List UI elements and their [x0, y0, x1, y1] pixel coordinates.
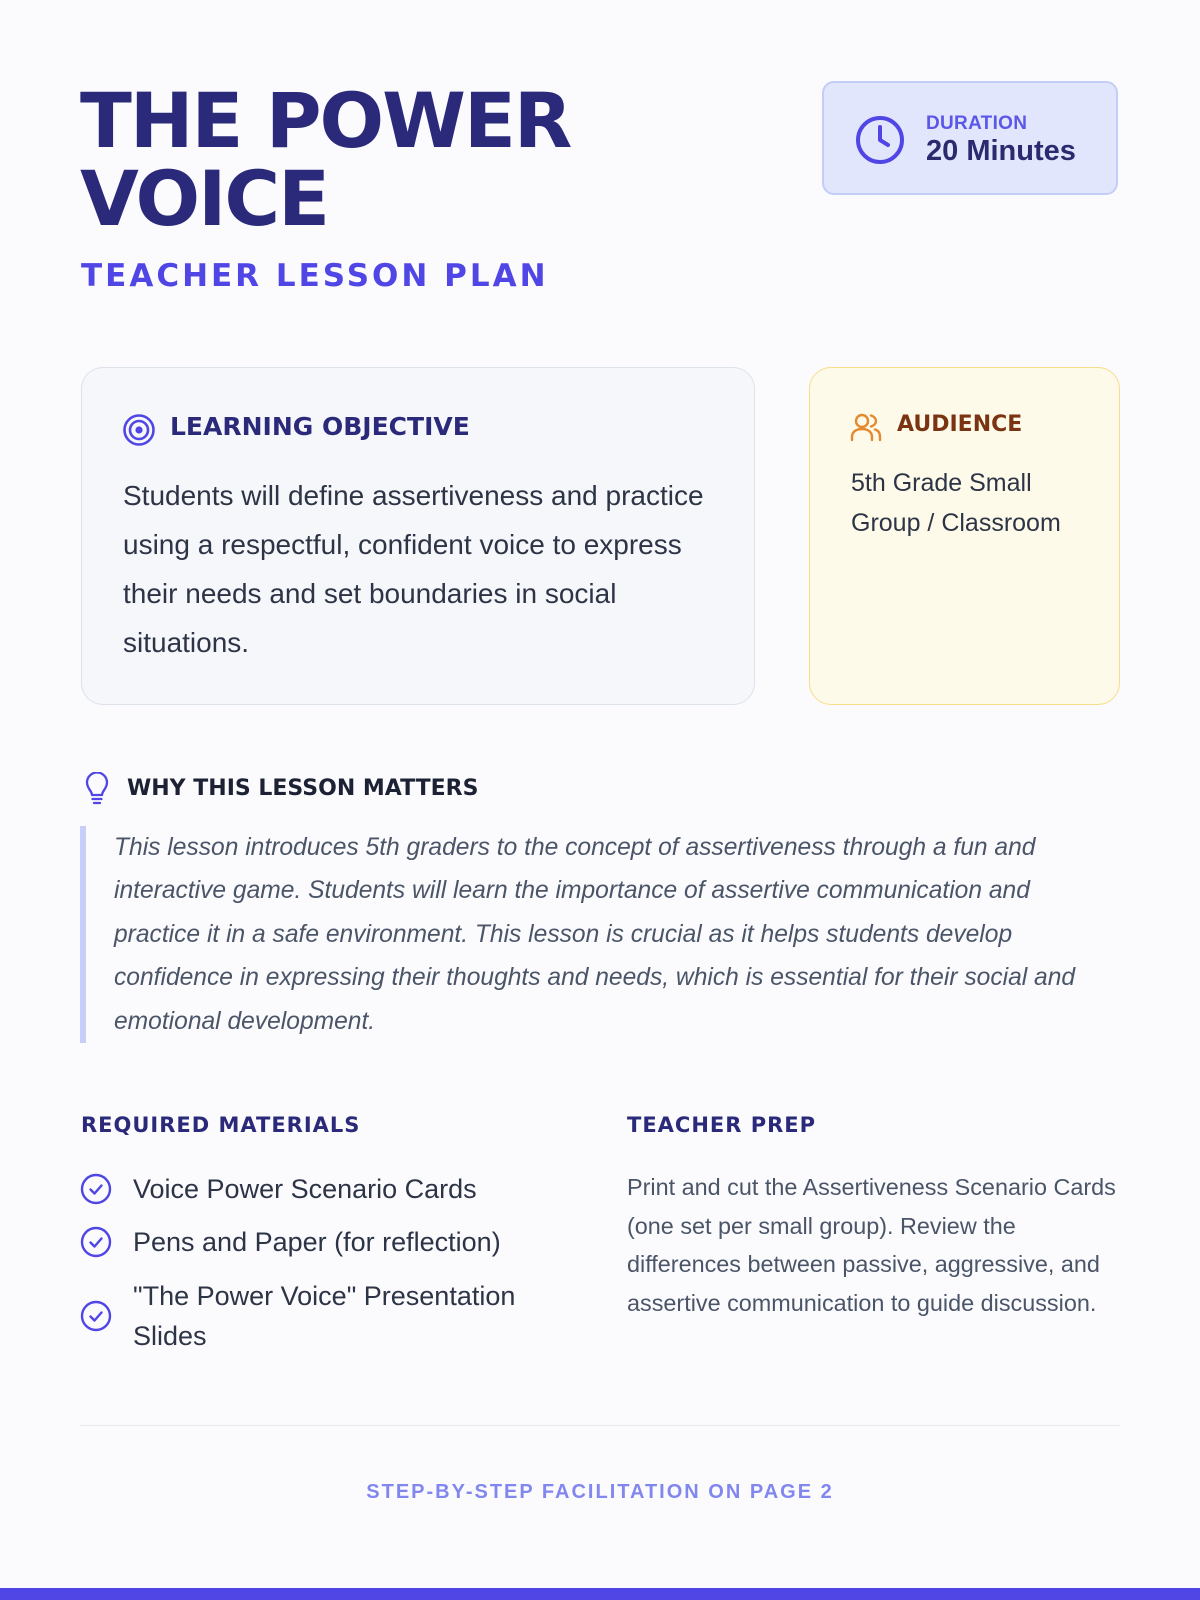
teacher-prep-heading: TEACHER PREP — [627, 1113, 817, 1137]
check-circle-icon — [80, 1300, 112, 1332]
audience-heading: AUDIENCE — [897, 412, 1023, 437]
title-line-1: THE POWER — [80, 76, 571, 165]
material-label: "The Power Voice" Presentation Slides — [133, 1281, 516, 1351]
title-line-2: VOICE — [80, 154, 329, 243]
audience-text: 5th Grade Small Group / Classroom — [851, 469, 1061, 537]
materials-heading: REQUIRED MATERIALS — [81, 1113, 361, 1137]
check-circle-icon — [80, 1226, 112, 1258]
quote-accent-bar — [80, 826, 86, 1043]
objective-text: Students will define assertiveness and practice using a respectful, confident voice to express their needs and set boundaries in social situations. — [123, 480, 704, 658]
clock-icon — [854, 114, 906, 166]
duration-badge — [822, 81, 1118, 195]
footer-note: STEP-BY-STEP FACILITATION ON PAGE 2 — [366, 1481, 834, 1503]
users-icon — [850, 411, 882, 443]
learning-objective-card — [81, 367, 755, 705]
check-circle-icon — [80, 1173, 112, 1205]
materials-list-item — [80, 1222, 501, 1262]
objective-heading: LEARNING OBJECTIVE — [170, 412, 470, 441]
page-subtitle: TEACHER LESSON PLAN — [81, 258, 549, 294]
lightbulb-icon — [84, 772, 110, 806]
teacher-prep-text: Print and cut the Assertiveness Scenario Cards (one set per small group). Review the differences between passive, aggressive, and assertive communication to guide discussion. — [627, 1174, 1116, 1316]
target-icon — [122, 413, 156, 447]
duration-value: 20 Minutes — [926, 135, 1076, 167]
material-label: Pens and Paper (for reflection) — [133, 1227, 501, 1257]
bottom-accent-bar — [0, 1588, 1200, 1600]
page-title — [80, 76, 571, 243]
material-label: Voice Power Scenario Cards — [133, 1174, 477, 1204]
footer-divider — [80, 1425, 1120, 1426]
materials-list-item — [80, 1169, 477, 1209]
materials-list-item — [80, 1276, 580, 1356]
duration-label: DURATION — [926, 113, 1028, 134]
audience-card — [809, 367, 1120, 705]
why-text: This lesson introduces 5th graders to the concept of assertiveness through a fun and interactive game. Students will learn the importance of assertive communication and practice it in a safe environment. This lesson is crucial as it helps students develop confidence in expressing their thoughts and needs, which is essential for their social and emotional development. — [114, 834, 1076, 1035]
why-heading: WHY THIS LESSON MATTERS — [127, 776, 479, 801]
